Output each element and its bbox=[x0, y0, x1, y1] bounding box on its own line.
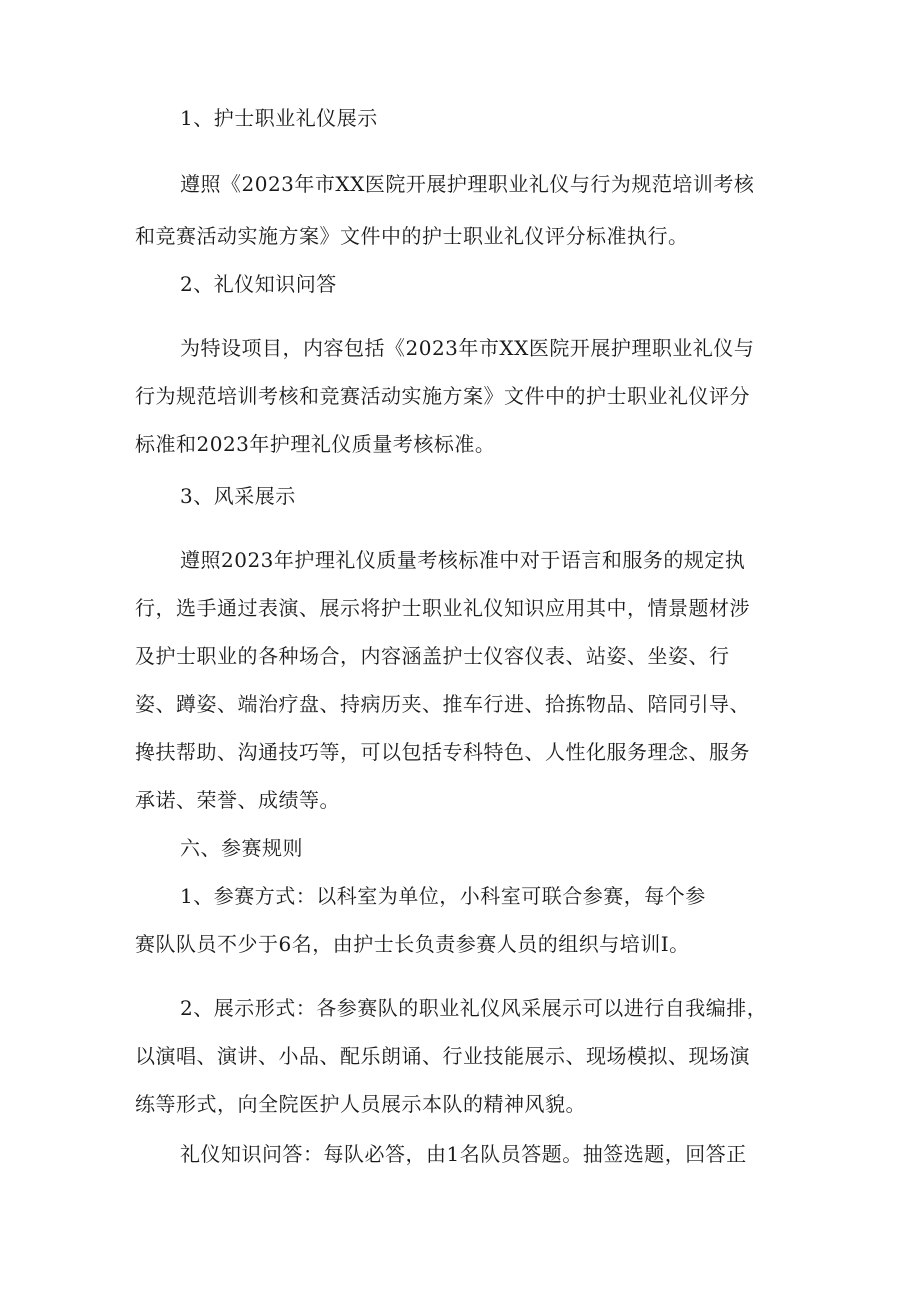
paragraph-etiquette-display-line-1: 遵照《2023年市XX医院开展护理职业礼仪与行为规范培训考核 bbox=[180, 172, 755, 196]
paragraph-participation-line-1: 1、参赛方式：以科室为单位，小科室可联合参赛，每个参 bbox=[180, 884, 706, 908]
heading-style-display: 3、风采展示 bbox=[180, 484, 296, 508]
paragraph-quiz-rules-line-1: 礼仪知识问答：每队必答，由1名队员答题。抽签选题，回答正 bbox=[180, 1142, 747, 1166]
paragraph-style-display-line-2: 行，选手通过表演、展示将护士职业礼仪知识应用其中，情景题材涉 bbox=[135, 596, 750, 620]
paragraph-display-form-line-2: 以演唱、演讲、小品、配乐朗诵、行业技能展示、现场模拟、现场演 bbox=[135, 1044, 750, 1068]
paragraph-style-display-line-5: 搀扶帮助、沟通技巧等，可以包括专科特色、人性化服务理念、服务 bbox=[135, 740, 750, 764]
paragraph-style-display-line-1: 遵照2023年护理礼仪质量考核标准中对于语言和服务的规定执 bbox=[180, 548, 746, 572]
heading-knowledge-quiz: 2、礼仪知识问答 bbox=[180, 272, 337, 296]
heading-etiquette-display: 1、护士职业礼仪展示 bbox=[180, 106, 378, 130]
paragraph-knowledge-quiz-line-2: 行为规范培训考核和竞赛活动实施方案》文件中的护士职业礼仪评分 bbox=[135, 384, 750, 408]
paragraph-style-display-line-4: 姿、蹲姿、端治疗盘、持病历夹、推车行进、拾拣物品、陪同引导、 bbox=[135, 692, 750, 716]
paragraph-display-form-line-3: 练等形式，向全院医护人员展示本队的精神风貌。 bbox=[135, 1092, 586, 1116]
paragraph-etiquette-display-line-2: 和竞赛活动实施方案》文件中的护士职业礼仪评分标准执行。 bbox=[135, 224, 689, 248]
paragraph-style-display-line-6: 承诺、荣誉、成绩等。 bbox=[135, 788, 340, 812]
paragraph-knowledge-quiz-line-1: 为特设项目，内容包括《2023年市XX医院开展护理职业礼仪与 bbox=[180, 336, 755, 360]
heading-competition-rules: 六、参赛规则 bbox=[180, 836, 303, 860]
paragraph-display-form-line-1: 2、展示形式：各参赛队的职业礼仪风采展示可以进行自我编排， bbox=[180, 996, 768, 1020]
paragraph-style-display-line-3: 及护士职业的各种场合，内容涵盖护士仪容仪表、站姿、坐姿、行 bbox=[135, 644, 730, 668]
paragraph-knowledge-quiz-line-3: 标准和2023年护理礼仪质量考核标准。 bbox=[135, 432, 496, 456]
paragraph-participation-line-2: 赛队队员不少于6名，由护士长负责参赛人员的组织与培训I。 bbox=[135, 932, 690, 956]
